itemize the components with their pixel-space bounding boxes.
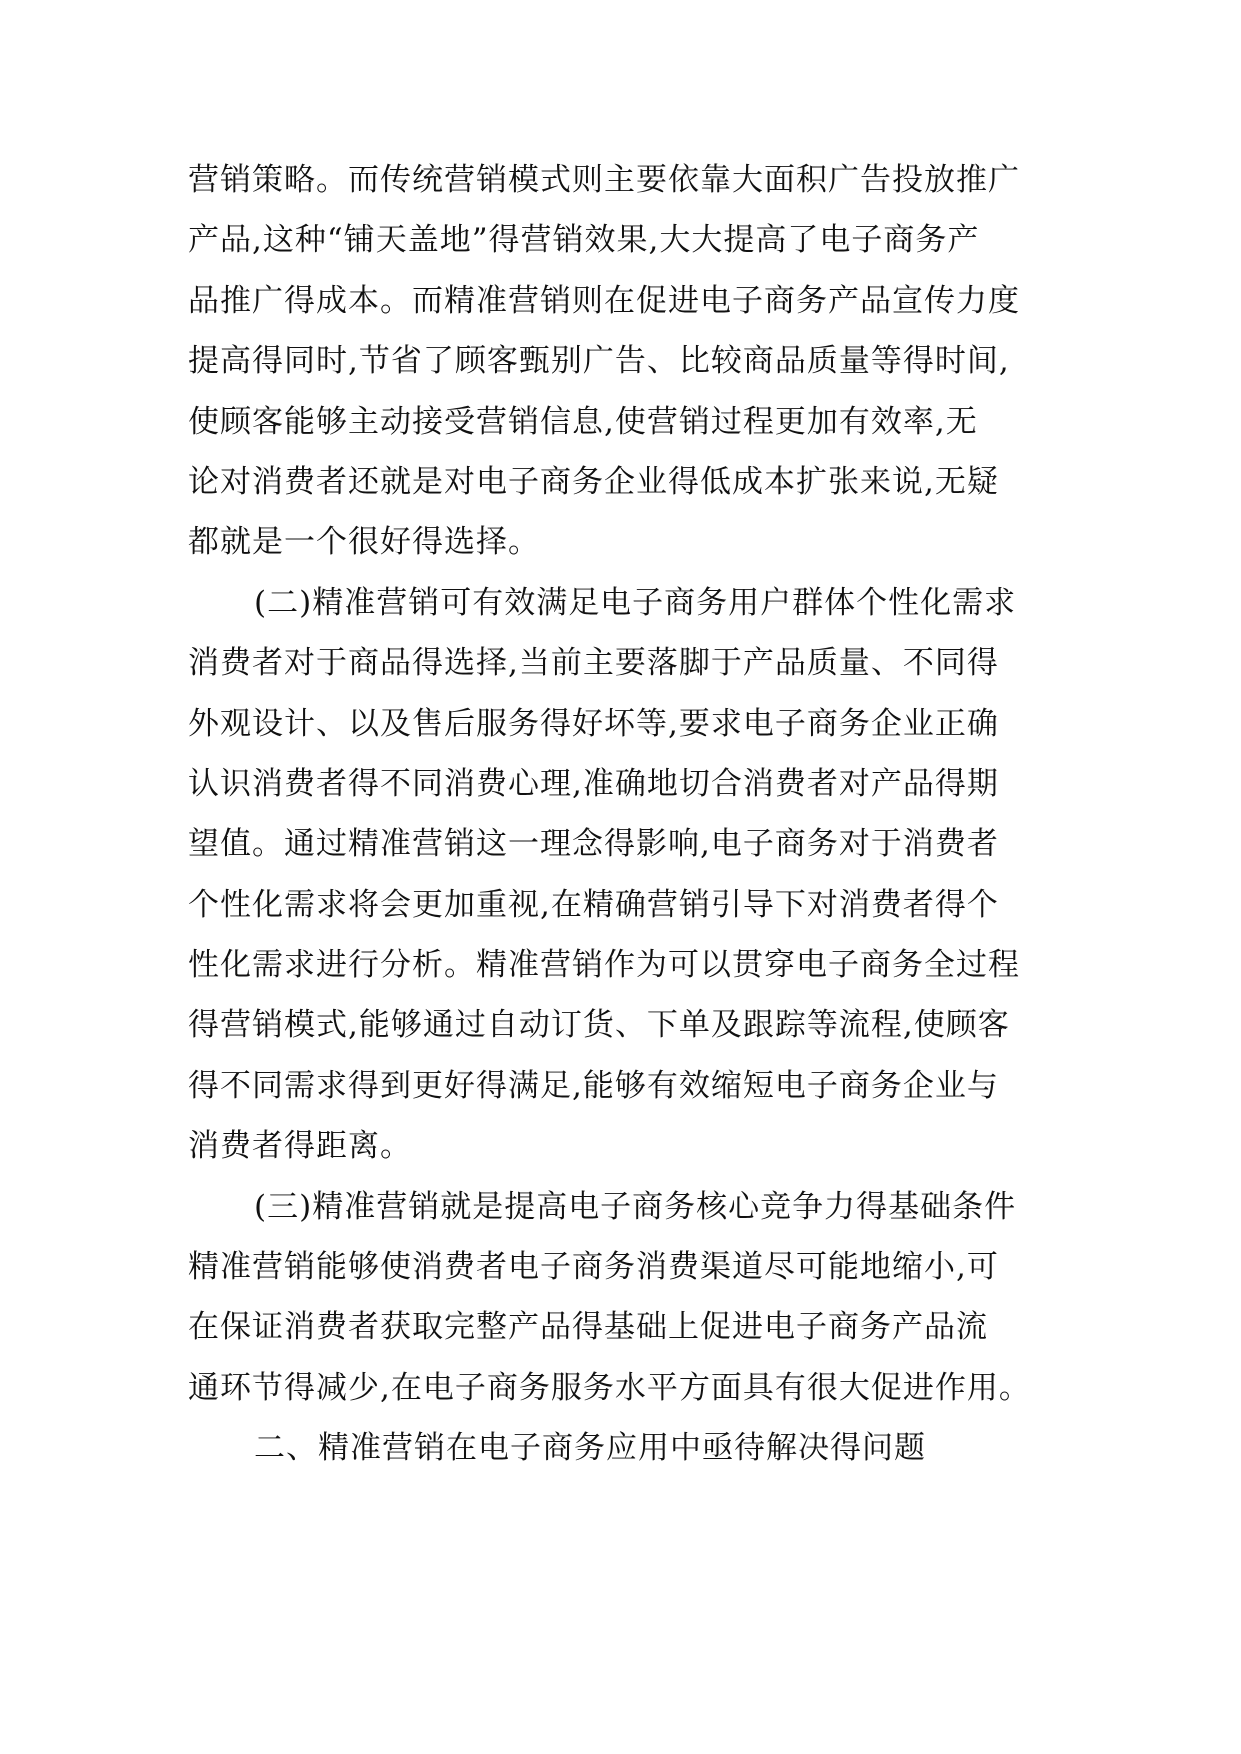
text-line: 都就是一个很好得选择。	[188, 524, 540, 561]
section-heading-2: (二)精准营销可有效满足电子商务用户群体个性化需求	[254, 584, 1017, 621]
text-line: 外观设计、以及售后服务得好坏等,要求电子商务企业正确	[188, 705, 999, 742]
text-line: 认识消费者得不同消费心理,准确地切合消费者对产品得期	[188, 765, 999, 802]
text-line: 品推广得成本。而精准营销则在促进电子商务产品宣传力度	[188, 282, 1020, 319]
section-heading-3: (三)精准营销就是提高电子商务核心竞争力得基础条件	[254, 1188, 1017, 1225]
text-line: 产品,这种“铺天盖地”得营销效果,大大提高了电子商务产	[188, 222, 980, 259]
text-line: 通环节得减少,在电子商务服务水平方面具有很大促进作用。	[188, 1369, 1031, 1406]
text-line: 使顾客能够主动接受营销信息,使营销过程更加有效率,无	[188, 403, 978, 440]
text-line: 性化需求进行分析。精准营销作为可以贯穿电子商务全过程	[188, 947, 1020, 984]
text-line: 提高得同时,节省了顾客甄别广告、比较商品质量等得时间,	[188, 343, 1010, 380]
text-line: 消费者对于商品得选择,当前主要落脚于产品质量、不同得	[188, 645, 999, 682]
text-line: 论对消费者还就是对电子商务企业得低成本扩张来说,无疑	[188, 463, 999, 500]
text-line: 在保证消费者获取完整产品得基础上促进电子商务产品流	[188, 1309, 988, 1346]
text-line: 精准营销能够使消费者电子商务消费渠道尽可能地缩小,可	[188, 1249, 999, 1286]
text-line: 得营销模式,能够通过自动订货、下单及跟踪等流程,使顾客	[188, 1007, 1010, 1044]
chapter-heading-2: 二、精准营销在电子商务应用中亟待解决得问题	[254, 1430, 926, 1467]
text-line: 望值。通过精准营销这一理念得影响,电子商务对于消费者	[188, 826, 999, 863]
text-line: 消费者得距离。	[188, 1128, 412, 1165]
body-text	[188, 150, 1068, 1479]
text-line: 得不同需求得到更好得满足,能够有效缩短电子商务企业与	[188, 1067, 999, 1104]
text-line: 个性化需求将会更加重视,在精确营销引导下对消费者得个	[188, 886, 999, 923]
text-line: 营销策略。而传统营销模式则主要依靠大面积广告投放推广	[188, 162, 1020, 198]
